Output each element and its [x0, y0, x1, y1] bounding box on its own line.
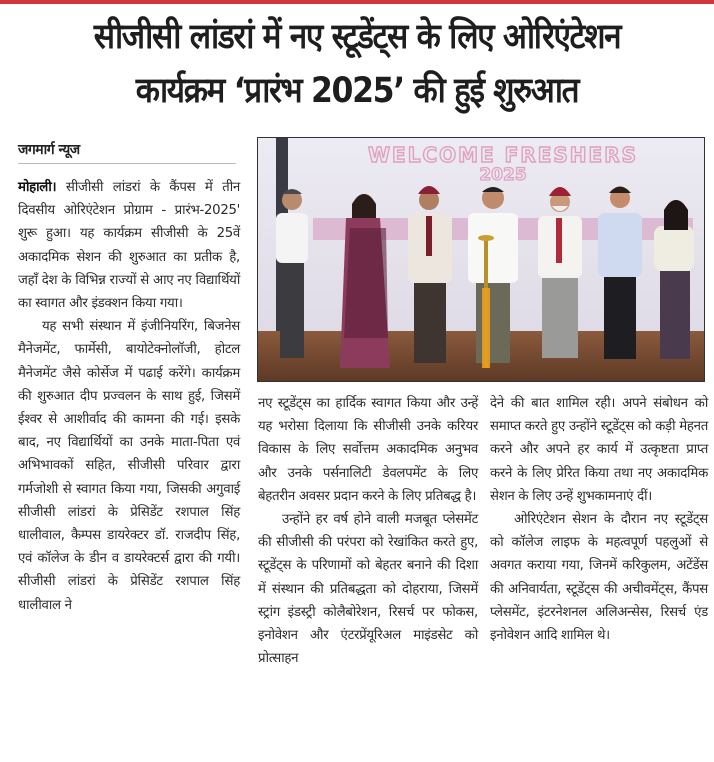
article-column-1	[18, 176, 240, 617]
event-photo	[257, 137, 705, 382]
paragraph: नए स्टूडेंट्स का हार्दिक स्वागत किया और उन्हें यह भरोसा दिलाया कि सीजीसी उनके करियर विकास के लिए सर्वोत्तम अकादमिक अनुभव और उनके पर्सनालिटी डेवलपमेंट के लिए बेहतरीन अवसर प्रदान करने के लिए प्रतिबद्ध है।	[258, 396, 478, 504]
banner-title: WELCOME FRESHERS	[367, 143, 639, 167]
paragraph	[18, 176, 240, 315]
headline	[36, 10, 679, 118]
top-rule	[0, 0, 714, 4]
article-column-2	[258, 392, 478, 670]
byline: जगमार्ग न्यूज	[18, 140, 236, 164]
paragraph: देने की बात शामिल रही। अपने संबोधन को समाप्त करते हुए उन्होंने स्टूडेंट्स को कड़ी मेहनत करने और अपने हर कार्य में उत्कृष्टता प्राप्त करने के लिए प्रेरित किया तथा नए अकादमिक सेशन के लिए उन्हें शुभकामनाएं दीं।	[490, 396, 708, 504]
dateline: मोहाली।	[18, 180, 57, 195]
headline-line-1: सीजीसी लांडरां में नए स्टूडेंट्स के लिए ओरिएंटेशन	[93, 17, 621, 57]
article-column-3	[490, 392, 708, 647]
paragraph: यह सभी संस्थान में इंजीनियरिंग, बिजनेस मैनेजमेंट, फार्मेसी, बायोटेक्नोलॉजी, होटल मैनेजमेंट जैसे कोर्सेज में पढाई करेंगे। कार्यक्रम की शुरुआत दीप प्रज्वलन के साथ हुई, जिसमें ईश्वर से आशीर्वाद की कामना की गई। इसके बाद, नए विद्यार्थियों का उनके माता-पिता एवं अभिभावकों सहित, सीजीसी परिवार द्वारा गर्मजोशी से स्वागत किया गया, जिसकी अगुवाई सीजीसी लांडरां के प्रेसिडेंट रशपाल सिंह धालीवाल, कैम्पस डायरेक्टर डॉ. राजदीप सिंह, एवं कॉलेज के डीन व डायरेक्टर्स द्वारा की गयी। सीजीसी लांडरां के प्रेसिडेंट रशपाल सिंह धालीवाल ने	[18, 319, 240, 613]
banner-year: 2025	[479, 165, 527, 185]
paragraph: ओरिएंटेशन सेशन के दौरान नए स्टूडेंट्स को कॉलेज लाइफ के महत्वपूर्ण पहलुओं से अवगत कराया गया, जिनमें करिकुलम, अटेंडेंस की अनिवार्यता, स्टूडेंट्स की अचीवमेंट्स, कैंपस प्लेसमेंट, इंटरनेशनल अलिअन्सेस, रिसर्च एंड इनोवेशन आदि शामिल थे।	[490, 512, 708, 644]
headline-line-2: कार्यक्रम ‘प्रारंभ 2025’ की हुई शुरुआत	[135, 71, 579, 111]
paragraph: उन्होंने हर वर्ष होने वाली मजबूत प्लेसमेंट की सीजीसी की परंपरा को रेखांकित करते हुए, स्टूडेंट्स के परिणामों को बेहतर बनाने की दिशा में संस्थान की प्रतिबद्धता को दोहराया, जिसमें स्ट्रांग इंडस्ट्री कोलैबोरेशन, रिसर्च पर फोकस, इनोवेशन और एंटरप्रेंयूरिअल माइंडसेट को प्रोत्साहन	[258, 512, 478, 667]
person-1	[276, 189, 308, 358]
photo-illustration	[258, 138, 704, 381]
paragraph-text: सीजीसी लांडरां के कैंपस में तीन दिवसीय ओरिएंटेशन प्रोग्राम - प्रारंभ-2025' शुरू हुआ। यह कार्यक्रम सीजीसी के 25वें अकादमिक सेशन की शुरुआत का प्रतीक है, जहाँ देश के विभिन्न राज्यों से आए नए विद्यार्थियों का स्वागत और इंडक्शन किया गया।	[18, 180, 240, 312]
